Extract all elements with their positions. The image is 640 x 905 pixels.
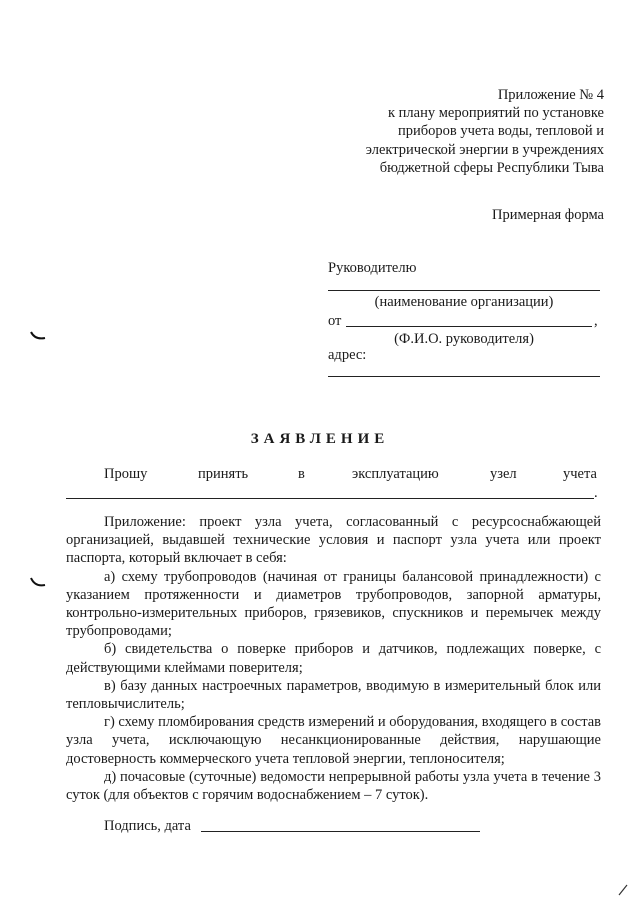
fio-hint: (Ф.И.О. руководителя) [394, 331, 534, 347]
from-blank-line[interactable] [346, 326, 592, 327]
from-comma: , [594, 313, 598, 329]
request-blank-line[interactable] [66, 498, 594, 499]
signature-blank-line[interactable] [201, 831, 480, 832]
from-label: от [328, 313, 342, 329]
address-label: адрес: [328, 347, 367, 363]
appendix-line: Приложение № 4 [497, 87, 604, 103]
request-word: в [298, 466, 305, 482]
request-word: принять [198, 466, 249, 482]
request-word: Прошу [104, 466, 148, 482]
request-end-period: . [594, 485, 598, 501]
signature-label: Подпись, дата [104, 818, 191, 834]
attachment-item-a: а) схему трубопроводов (начиная от границы балансовой принадлежности) с указанием протяженности и диаметров трубопроводов, запорной арматуры, контрольно-измерительных приборов, грязевиков, спускников и перемычек между трубопроводами; [66, 568, 601, 640]
scan-mark-icon [30, 577, 46, 589]
attachment-body [66, 513, 601, 804]
request-word: учета [563, 466, 597, 482]
scan-mark-icon [618, 884, 628, 896]
form-note: Примерная форма [491, 207, 604, 223]
request-word: эксплуатацию [352, 466, 439, 482]
organization-blank-line[interactable] [328, 290, 600, 291]
attachment-item-e: д) почасовые (суточные) ведомости непрерывной работы узла учета в течение 3 суток (для объектов с горячим водоснабжением – 7 суток). [66, 768, 601, 804]
scan-mark-icon [30, 330, 46, 342]
organization-hint: (наименование организации) [374, 294, 554, 310]
appendix-line: бюджетной сферы Республики Тыва [379, 159, 604, 176]
appendix-header [300, 86, 604, 177]
document-title: ЗАЯВЛЕНИЕ [250, 431, 390, 447]
appendix-line: приборов учета воды, тепловой и [397, 123, 604, 140]
attachment-item-c: в) базу данных настроечных параметров, вводимую в измерительный блок или тепловычислитель; [66, 677, 601, 713]
attachment-intro: Приложение: проект узла учета, согласованный с ресурсоснабжающей организацией, выдавшей технические условия и паспорт узла учета или проект паспорта, который включает в себя: [66, 514, 601, 567]
attachment-item-d: г) схему пломбирования средств измерений и оборудования, входящего в состав узла учета, исключающую несанкционированные действия, нарушающие достоверность коммерческого учета тепловой энергии, теплоносителя; [66, 714, 601, 767]
request-word: узел [490, 466, 517, 482]
attachment-item-b: б) свидетельства о поверке приборов и датчиков, подлежащих поверке, с действующими клеймами поверителя; [66, 641, 601, 676]
addressee-label: Руководителю [328, 260, 417, 276]
appendix-line: к плану мероприятий по установке [387, 105, 604, 122]
appendix-line: электрической энергии в учреждениях [365, 141, 604, 158]
address-blank-line[interactable] [328, 376, 600, 377]
